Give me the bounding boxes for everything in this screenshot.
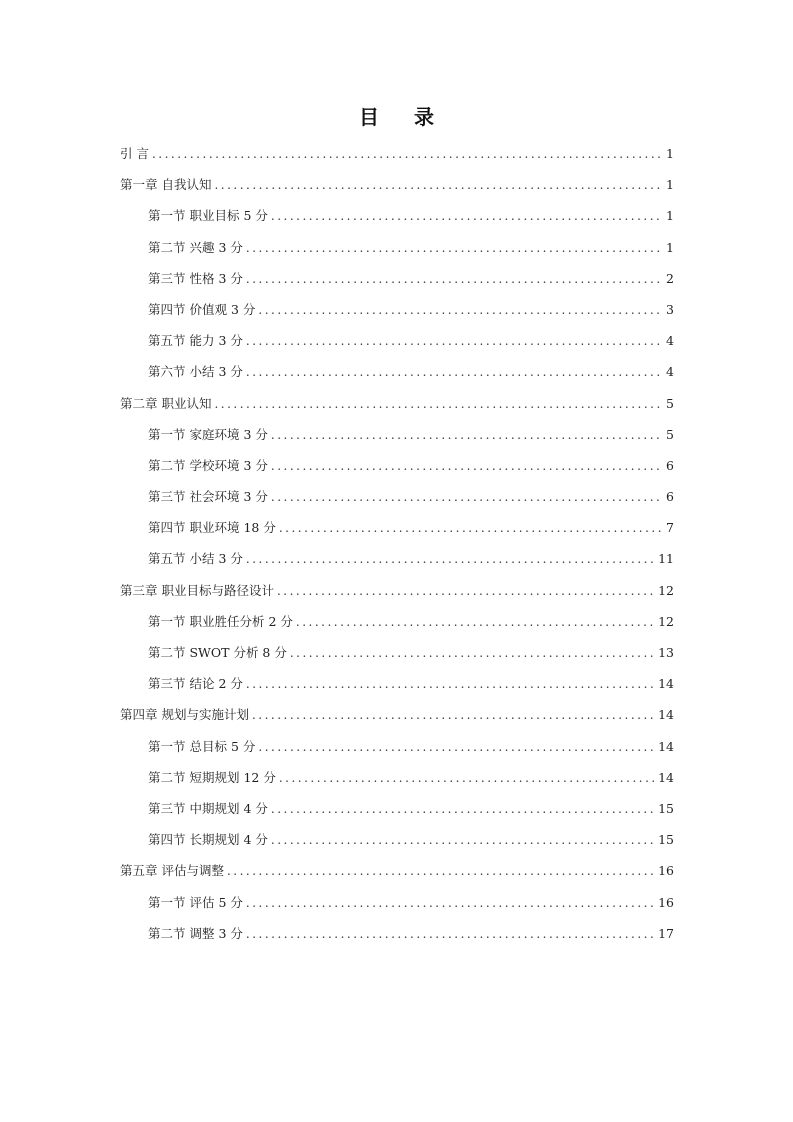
toc-section-entry[interactable] — [120, 762, 674, 793]
toc-entry-page-number: 3 — [666, 301, 674, 317]
toc-section-entry[interactable] — [120, 232, 674, 263]
toc-dot-leader — [152, 139, 662, 170]
toc-entry-label: 第一节 评估 5 分 — [148, 894, 243, 910]
toc-entry-label: 第一节 职业胜任分析 2 分 — [148, 613, 293, 629]
toc-entry-page-number: 6 — [666, 457, 674, 473]
toc-entry-page-number: 16 — [658, 894, 674, 910]
toc-entry-page-number: 1 — [666, 208, 674, 224]
toc-entry-label: 第一节 总目标 5 分 — [148, 738, 256, 754]
toc-entry-label: 第三节 社会环境 3 分 — [148, 489, 268, 505]
toc-entry-label: 第三章 职业目标与路径设计 — [120, 582, 274, 598]
toc-entry-page-number: 17 — [658, 925, 674, 941]
toc-entry-label: 第五节 小结 3 分 — [148, 551, 243, 567]
toc-entry-page-number: 7 — [666, 520, 674, 536]
toc-entry-page-number: 15 — [658, 800, 674, 816]
toc-section-entry[interactable] — [120, 668, 674, 699]
toc-entry-label: 第二节 SWOT 分析 8 分 — [148, 645, 287, 660]
toc-entry-page-number: 16 — [658, 863, 674, 879]
toc-chapter-entry[interactable] — [120, 169, 674, 200]
toc-entry-page-number: 14 — [658, 676, 674, 692]
page-title: 目 录 — [359, 105, 448, 129]
toc-section-entry[interactable] — [120, 419, 674, 450]
toc-dot-leader — [214, 170, 662, 201]
toc-section-entry[interactable] — [120, 793, 674, 824]
toc-section-entry[interactable] — [120, 731, 674, 762]
toc-entry-label: 第三节 性格 3 分 — [148, 270, 243, 286]
toc-section-entry[interactable] — [120, 606, 674, 637]
toc-dot-leader — [227, 856, 654, 887]
toc-section-entry[interactable] — [120, 450, 674, 481]
toc-dot-leader — [271, 794, 654, 825]
toc-entry-page-number: 1 — [666, 177, 674, 193]
toc-entry-page-number: 4 — [666, 333, 674, 349]
toc-dot-leader — [246, 919, 654, 950]
toc-entry-label: 第二节 短期规划 12 分 — [148, 769, 276, 785]
toc-dot-leader — [271, 201, 662, 232]
toc-entry-page-number: 5 — [666, 395, 674, 411]
toc-entry-label: 第四章 规划与实施计划 — [120, 707, 249, 723]
toc-dot-leader — [246, 233, 662, 264]
toc-entry-label: 第二节 兴趣 3 分 — [148, 239, 243, 255]
toc-chapter-entry[interactable] — [120, 699, 674, 730]
toc-dot-leader — [246, 326, 662, 357]
table-of-contents — [120, 138, 674, 949]
toc-entry-label: 第四节 职业环境 18 分 — [148, 520, 276, 536]
toc-dot-leader — [290, 638, 654, 669]
toc-dot-leader — [246, 544, 654, 575]
toc-entry-label: 第六节 小结 3 分 — [148, 364, 243, 380]
toc-entry-page-number: 12 — [658, 582, 674, 598]
toc-dot-leader — [246, 888, 654, 919]
toc-section-entry[interactable] — [120, 637, 674, 668]
toc-dot-leader — [246, 357, 662, 388]
toc-section-entry[interactable] — [120, 325, 674, 356]
toc-entry-page-number: 11 — [658, 551, 674, 567]
toc-dot-leader — [246, 264, 662, 295]
toc-dot-leader — [258, 732, 654, 763]
toc-section-entry[interactable] — [120, 263, 674, 294]
toc-entry-page-number: 2 — [666, 270, 674, 286]
toc-entry-label: 第三节 结论 2 分 — [148, 676, 243, 692]
toc-entry-label: 第二章 职业认知 — [120, 395, 212, 411]
toc-dot-leader — [258, 295, 662, 326]
toc-chapter-entry[interactable] — [120, 388, 674, 419]
toc-dot-leader — [271, 482, 662, 513]
toc-entry-page-number: 4 — [666, 364, 674, 380]
toc-entry-page-number: 14 — [658, 738, 674, 754]
toc-section-entry[interactable] — [120, 200, 674, 231]
toc-entry-label: 引 言 — [120, 146, 149, 161]
toc-entry-page-number: 14 — [658, 707, 674, 723]
toc-entry-label: 第二节 学校环境 3 分 — [148, 457, 268, 473]
toc-dot-leader — [246, 669, 654, 700]
toc-entry-label: 第五节 能力 3 分 — [148, 333, 243, 349]
toc-entry-page-number: 14 — [658, 769, 674, 785]
toc-entry-label: 第二节 调整 3 分 — [148, 925, 243, 941]
toc-dot-leader — [279, 513, 662, 544]
toc-entry-label: 第一节 家庭环境 3 分 — [148, 426, 268, 442]
toc-dot-leader — [271, 420, 662, 451]
toc-entry-page-number: 12 — [658, 613, 674, 629]
toc-entry-label: 第三节 中期规划 4 分 — [148, 800, 268, 816]
toc-entry-page-number: 1 — [666, 239, 674, 255]
toc-dot-leader — [252, 700, 654, 731]
toc-section-entry[interactable] — [120, 824, 674, 855]
toc-entry-page-number: 13 — [658, 645, 674, 660]
toc-section-entry[interactable] — [120, 512, 674, 543]
toc-dot-leader — [271, 825, 654, 856]
toc-entry-label: 第四节 长期规划 4 分 — [148, 832, 268, 848]
toc-section-entry[interactable] — [120, 918, 674, 949]
toc-entry-page-number: 6 — [666, 489, 674, 505]
toc-dot-leader — [214, 389, 662, 420]
toc-chapter-entry[interactable] — [120, 575, 674, 606]
toc-section-entry[interactable] — [120, 294, 674, 325]
toc-entry-page-number: 1 — [666, 146, 674, 161]
toc-section-entry[interactable] — [120, 887, 674, 918]
toc-section-entry[interactable] — [120, 543, 674, 574]
toc-section-entry[interactable] — [120, 481, 674, 512]
toc-dot-leader — [277, 576, 654, 607]
toc-entry-label: 第一节 职业目标 5 分 — [148, 208, 268, 224]
toc-entry-label: 第五章 评估与调整 — [120, 863, 224, 879]
toc-entry-page-number: 15 — [658, 832, 674, 848]
toc-dot-leader — [279, 763, 654, 794]
toc-entry-page-number: 5 — [666, 426, 674, 442]
toc-section-entry[interactable] — [120, 356, 674, 387]
toc-chapter-entry[interactable] — [120, 855, 674, 886]
toc-dot-leader — [296, 607, 654, 638]
toc-entry-label: 第一章 自我认知 — [120, 177, 212, 193]
toc-chapter-entry[interactable] — [120, 138, 674, 169]
toc-dot-leader — [271, 451, 662, 482]
toc-entry-label: 第四节 价值观 3 分 — [148, 301, 256, 317]
